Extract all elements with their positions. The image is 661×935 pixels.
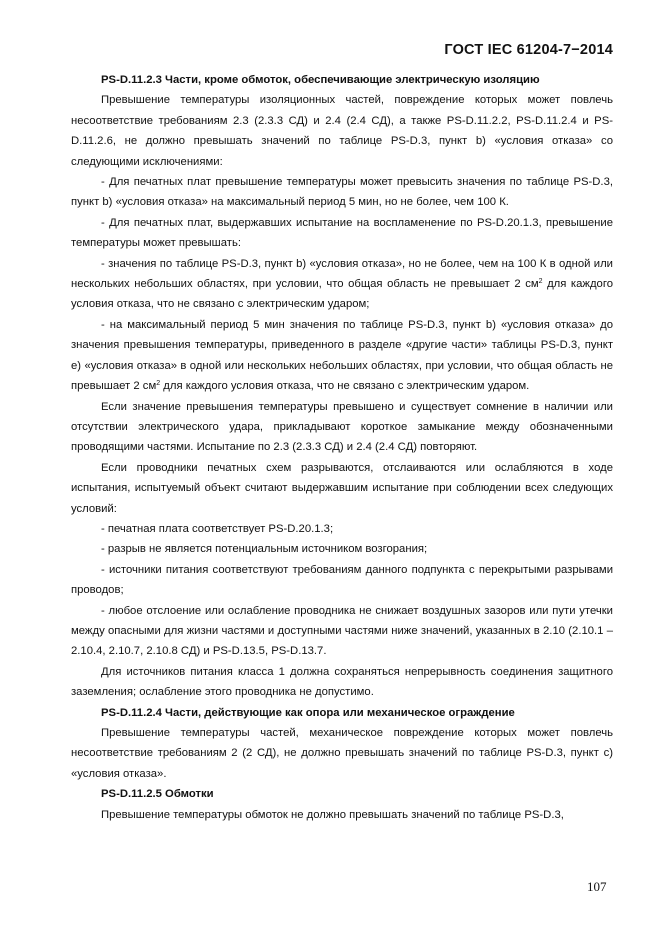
paragraph: Превышение температуры частей, механическое повреждение которых может повлечь несоответствие требованиям 2 (2 СД), не должно превышать значений по таблице PS-D.3, пункт c) «условия отказа». (71, 727, 613, 780)
text-segment: - значения по таблице PS-D.3, пункт b) «условия отказа», но не более, чем на 100 К в одной или нескольких небольших областях, при условии, что общая область не превышает 2 см (71, 257, 613, 291)
paragraph: Если значение превышения температуры превышено и существует сомнение в наличии или отсутствии электрического удара, прикладывают короткое замыкание между обозначенными проводящими частями. Испытание по 2.3 (2.3.3 СД) и 2.4 (2.4 СД) повторяют. (71, 400, 613, 454)
paragraph: Для источников питания класса 1 должна сохраняться непрерывность соединения защитного заземления; ослабление этого проводника не допустимо. (71, 665, 613, 699)
superscript: 2 (156, 380, 161, 388)
standard-header: ГОСТ IEC 61204-7−2014 (444, 42, 613, 58)
paragraph: Если проводники печатных схем разрываются, отслаиваются или ослабляются в ходе испытания, испытуемый объект считают выдержавшим испытание при соблюдении всех следующих условий: (71, 461, 613, 515)
body-text (71, 70, 613, 825)
list-item (71, 254, 613, 315)
section-heading: PS-D.11.2.4 Части, действующие как опора или механическое ограждение (101, 706, 515, 719)
text-segment: для каждого условия отказа, что не связано с электрическим ударом; (71, 278, 613, 311)
text-segment: для каждого условия отказа, что не связано с электрическим ударом. (160, 380, 530, 393)
text-segment: - на максимальный период 5 мин значения по таблице PS-D.3, пункт b) «условия отказа» до значения превышения температуры, приведенного в разделе «другие части» таблицы PS-D.3, пункт e) «условия отказа» в одной или нескольких небольших областях, при условии, что общая область не превышает 2 см (71, 318, 613, 393)
page-number: 107 (587, 879, 607, 894)
list-item: - любое отслоение или ослабление проводника не снижает воздушных зазоров или пути утечки между опасными для жизни частями и доступными частями ниже значений, указанных в 2.10 (2.10.1 – 2.10.4, 2.10.7, 2.10.8 СД) и PS-D.13.5, PS-D.13.7. (71, 604, 613, 658)
list-item: - источники питания соответствуют требованиям данного подпункта с перекрытыми разрывами проводов; (71, 563, 613, 597)
paragraph: Превышение температуры изоляционных частей, повреждение которых может повлечь несоответствие требованиям 2.3 (2.3.3 СД) и 2.4 (2.4 СД), а также PS-D.11.2.2, PS-D.11.2.4 и PS-D.11.2.6, не должно превышать значений по таблице PS-D.3, пункт b) «условия отказа» со следующими исключениями: (71, 94, 613, 168)
list-item: - разрыв не является потенциальным источником возгорания; (101, 543, 428, 556)
section-heading: PS-D.11.2.5 Обмотки (101, 788, 214, 801)
paragraph: Превышение температуры обмоток не должно превышать значений по таблице PS-D.3, (101, 808, 564, 821)
list-item: - Для печатных плат превышение температуры может превысить значения по таблице PS-D.3, пункт b) «условия отказа» на максимальный период 5 мин, но не более, чем 100 К. (71, 176, 613, 209)
list-item: - печатная плата соответствует PS-D.20.1.3; (101, 522, 334, 535)
list-item (71, 315, 613, 397)
section-heading: PS-D.11.2.3 Части, кроме обмоток, обеспечивающие электрическую изоляцию (101, 74, 540, 86)
superscript: 2 (538, 278, 543, 286)
list-item: - Для печатных плат, выдержавших испытание на воспламенение по PS-D.20.1.3, превышение температуры может превышать: (71, 216, 613, 250)
